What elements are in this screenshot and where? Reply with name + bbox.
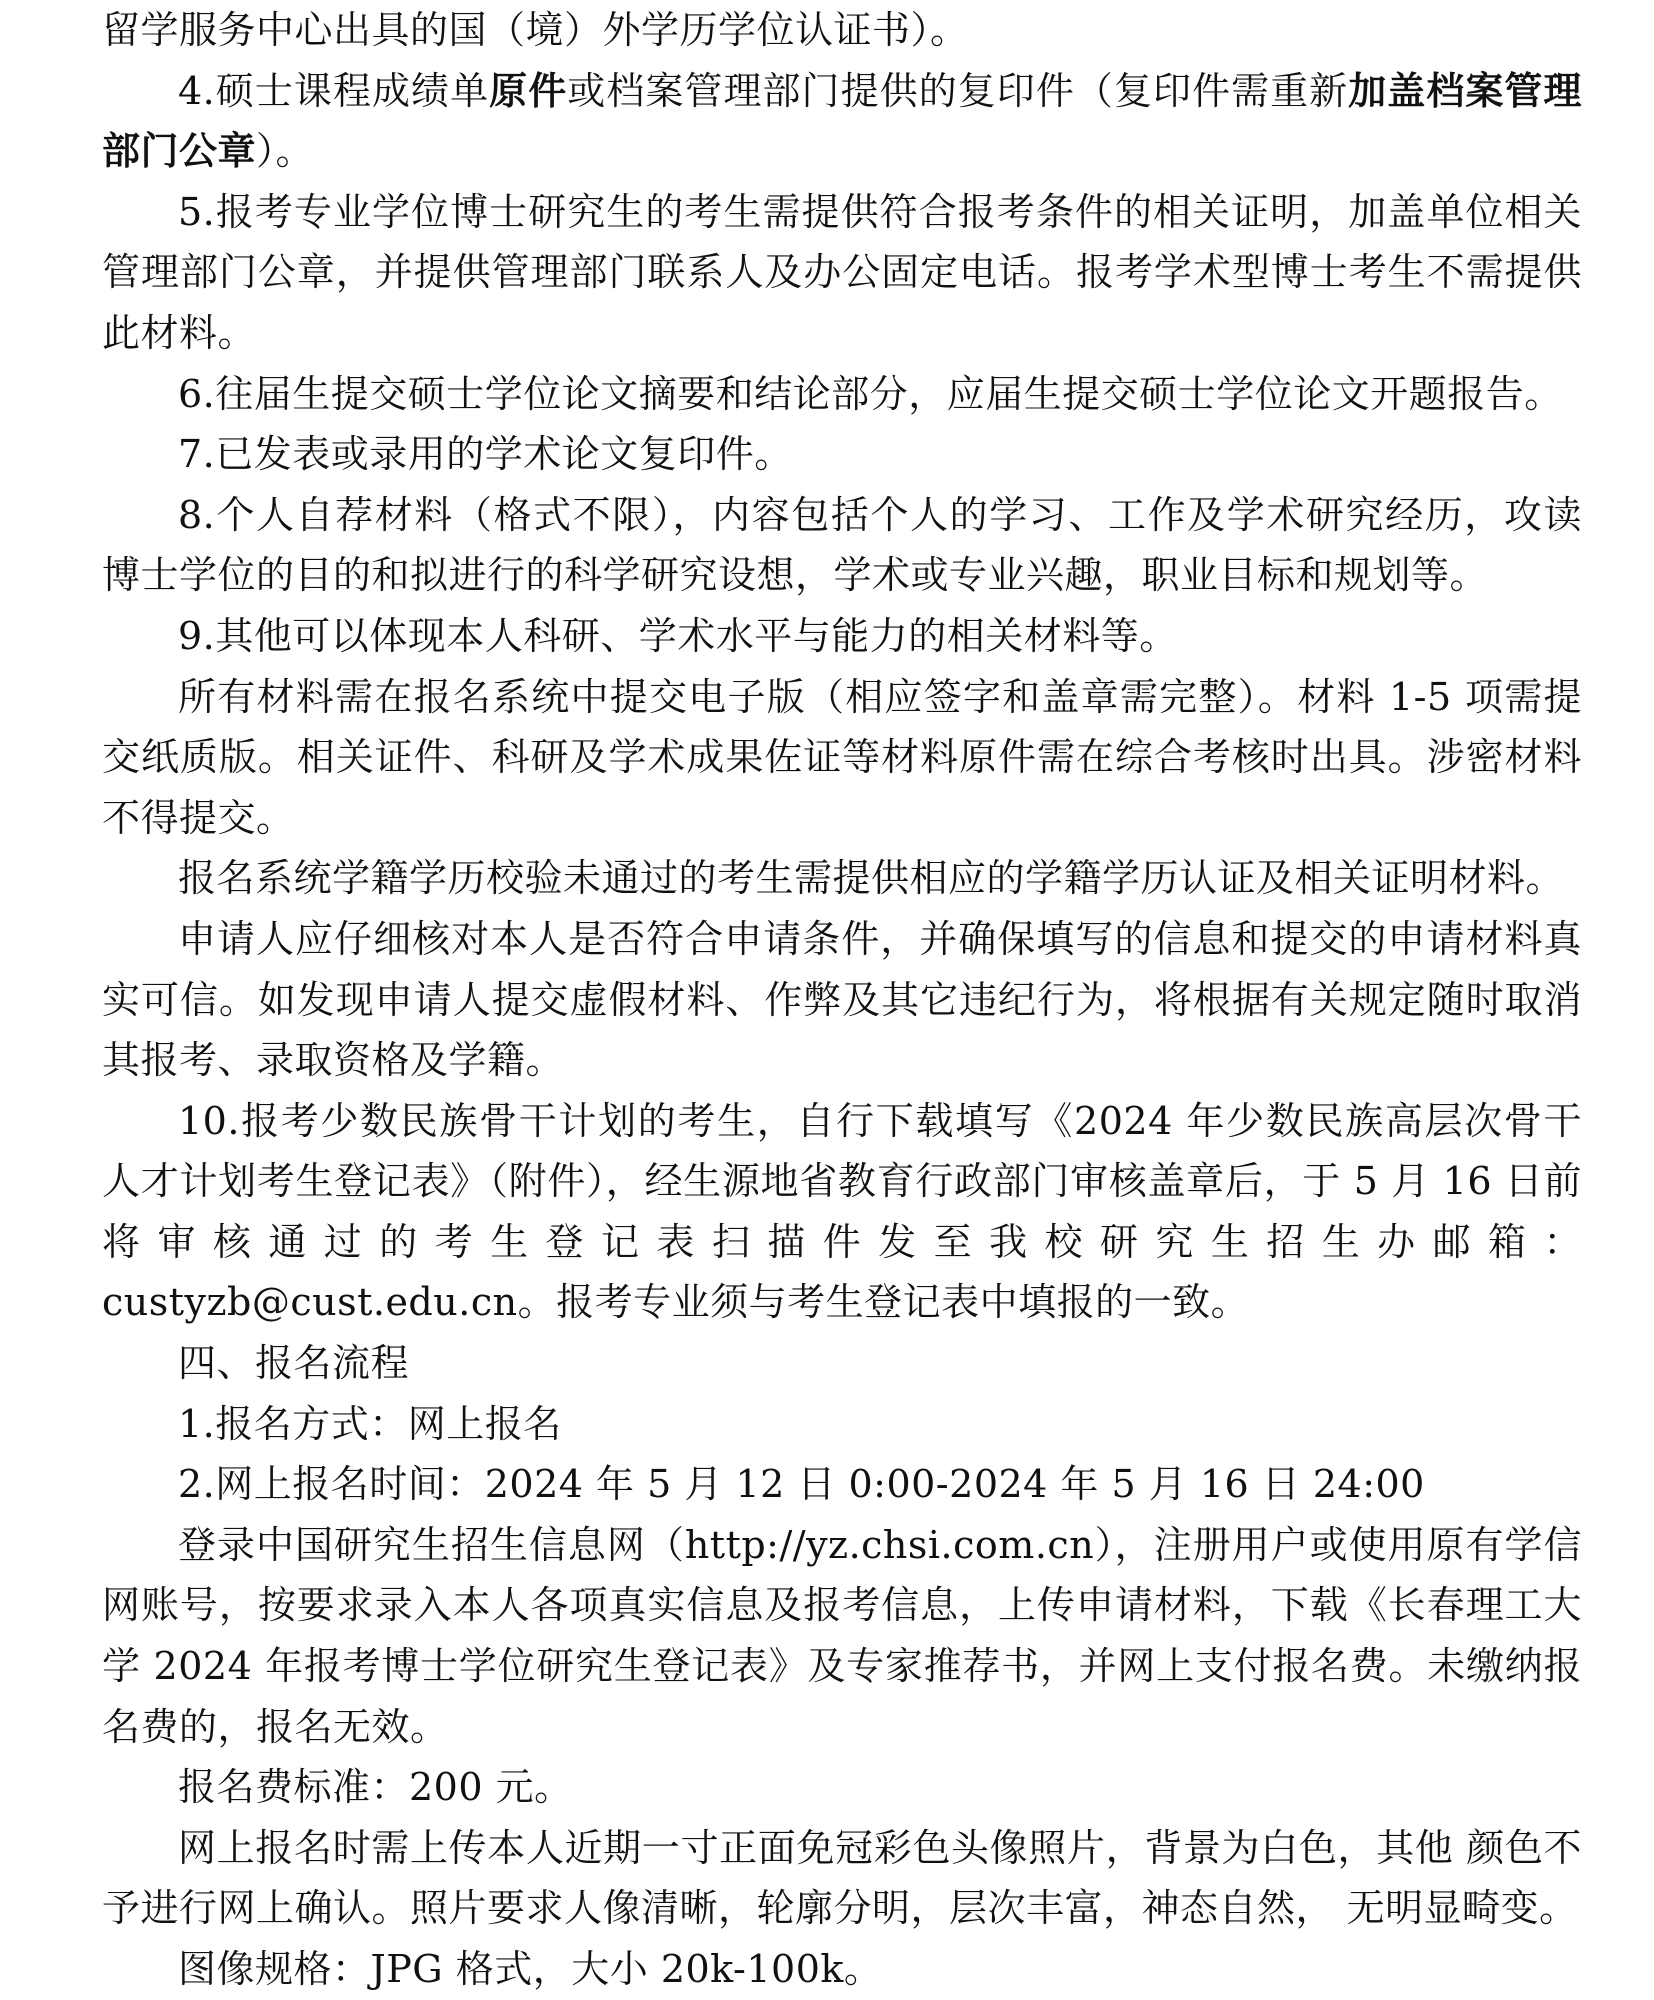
paragraph-verification-failed: 报名系统学籍学历校验未通过的考生需提供相应的学籍学历认证及相关证明材料。 — [178, 856, 1565, 901]
paragraph-item-5-professional-proof: 5.报考专业学位博士研究生的考生需提供符合报考条件的相关证明，加盖单位相关管理部门公章，并提供管理部门联系人及办公固定电话。报考学术型博士考生不需提供此材料。 — [102, 189, 1582, 355]
paragraph-registration-time: 2.网上报名时间：2024 年 5 月 12 日 0:00-2024 年 5 月 16 日 24:00 — [178, 1462, 1425, 1507]
paragraph-fee-standard: 报名费标准：200 元。 — [178, 1765, 573, 1810]
item-4-bold-seal: 加盖档案管理部门公章 — [102, 67, 1582, 174]
paragraph-item-10-minority-plan: 10.报考少数民族骨干计划的考生，自行下载填写《2024 年少数民族高层次骨干人才计划考生登记表》（附件），经生源地省教育行政部门审核盖章后，于 5 月 16 日前将审核通过的考生登记表扫描件发至我校研究生招生办邮箱：custyzb@cust.edu.cn。报考专业须与考生登记表中填报的一致。 — [102, 1098, 1582, 1325]
document-page — [102, 0, 1582, 2000]
paragraph-item-8-self-recommendation: 8.个人自荐材料（格式不限），内容包括个人的学习、工作及学术研究经历，攻读博士学位的目的和拟进行的科学研究设想，学术或专业兴趣，职业目标和规划等。 — [102, 492, 1582, 598]
item-4-text-e: ）。 — [256, 129, 315, 174]
item-4-text-a: 4.硕士课程成绩单 — [178, 68, 490, 113]
item-4-bold-original: 原件 — [489, 67, 568, 113]
paragraph-item-7-papers: 7.已发表或录用的学术论文复印件。 — [178, 432, 793, 477]
paragraph-degree-certification: 留学服务中心出具的国（境）外学历学位认证书）。 — [102, 8, 969, 52]
paragraph-item-9-other-materials: 9.其他可以体现本人科研、学术水平与能力的相关材料等。 — [178, 613, 1178, 658]
paragraph-photo-requirements: 网上报名时需上传本人近期一寸正面免冠彩色头像照片，背景为白色，其他 颜色不予进行网上确认。照片要求人像清晰，轮廓分明，层次丰富，神态自然， 无明显畸变。 — [102, 1825, 1582, 1931]
item-4-text-c: 或档案管理部门提供的复印件（复印件需重新 — [567, 68, 1349, 113]
section-heading-registration-process: 四、报名流程 — [178, 1341, 410, 1386]
paragraph-registration-method: 1.报名方式：网上报名 — [178, 1401, 562, 1446]
paragraph-item-4-transcript — [102, 61, 1582, 182]
paragraph-applicant-check: 申请人应仔细核对本人是否符合申请条件，并确保填写的信息和提交的申请材料真实可信。如发现申请人提交虚假材料、作弊及其它违纪行为，将根据有关规定随时取消其报考、录取资格及学籍。 — [102, 916, 1582, 1083]
paragraph-electronic-submission: 所有材料需在报名系统中提交电子版（相应签字和盖章需完整）。材料 1-5 项需提交纸质版。相关证件、科研及学术成果佐证等材料原件需在综合考核时出具。涉密材料不得提交。 — [102, 674, 1582, 840]
paragraph-login-instructions: 登录中国研究生招生信息网（http://yz.chsi.com.cn），注册用户或使用原有学信网账号，按要求录入本人各项真实信息及报考信息，上传申请材料，下载《长春理工大学 2024 年报考博士学位研究生登记表》及专家推荐书，并网上支付报名费。未缴纳报名费的，报名无效。 — [102, 1522, 1582, 1749]
paragraph-item-6-thesis: 6.往届生提交硕士学位论文摘要和结论部分，应届生提交硕士学位论文开题报告。 — [178, 371, 1563, 416]
paragraph-image-specification: 图像规格：JPG 格式，大小 20k-100k。 — [178, 1947, 883, 1991]
